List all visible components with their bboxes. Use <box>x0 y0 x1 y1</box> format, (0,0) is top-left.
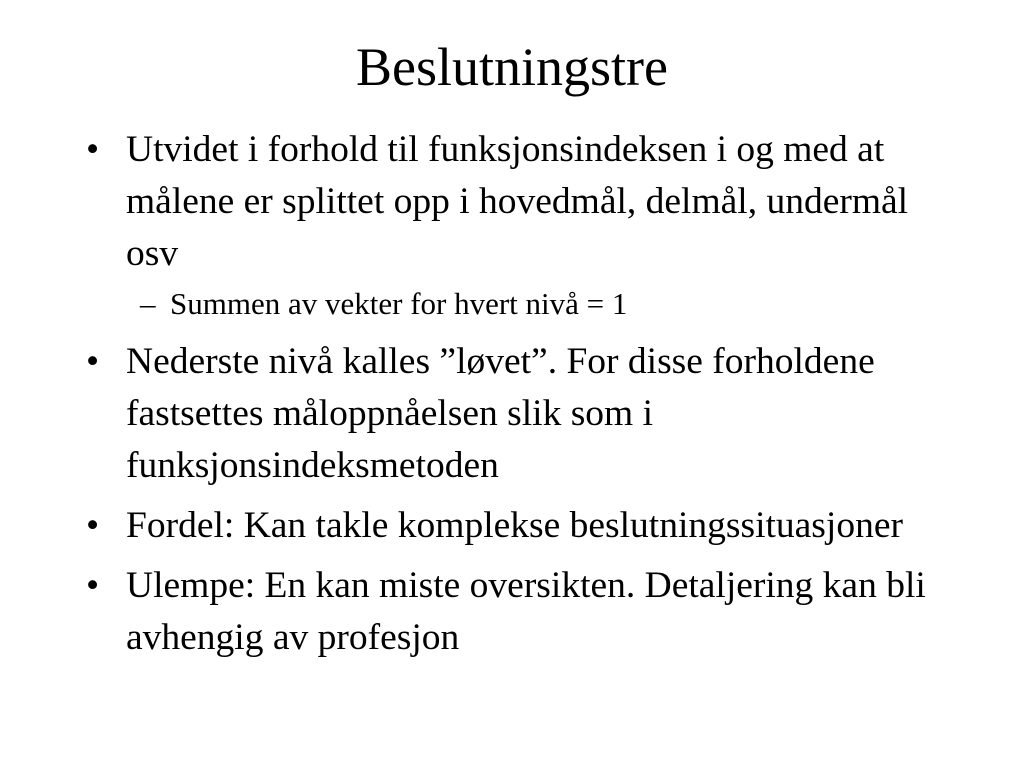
bullet-item <box>0 124 1024 280</box>
bullet-list <box>0 124 1024 672</box>
sub-bullet-item <box>0 282 1024 326</box>
bullet-marker: • <box>86 341 100 382</box>
bullet-text: Fordel: Kan takle komplekse beslutningssituasjoner <box>126 505 903 546</box>
sub-bullet-text: Summen av vekter for hvert nivå = 1 <box>170 286 628 321</box>
bullet-item <box>0 336 1024 492</box>
bullet-item <box>0 560 1024 664</box>
bullet-text: Utvidet i forhold til funksjonsindeksen i og med at målene er splittet opp i hovedmål, delmål, undermål osv <box>126 129 909 274</box>
sub-bullet-marker: – <box>140 286 156 321</box>
bullet-marker: • <box>86 505 100 546</box>
bullet-marker: • <box>86 129 100 170</box>
bullet-text: Ulempe: En kan miste oversikten. Detaljering kan bli avhengig av profesjon <box>126 565 926 658</box>
bullet-item <box>0 500 1024 552</box>
bullet-text: Nederste nivå kalles ”løvet”. For disse forholdene fastsettes måloppnåelsen slik som i funksjonsindeksmetoden <box>126 341 875 486</box>
bullet-marker: • <box>86 565 100 606</box>
slide-title: Beslutningstre <box>356 37 668 97</box>
